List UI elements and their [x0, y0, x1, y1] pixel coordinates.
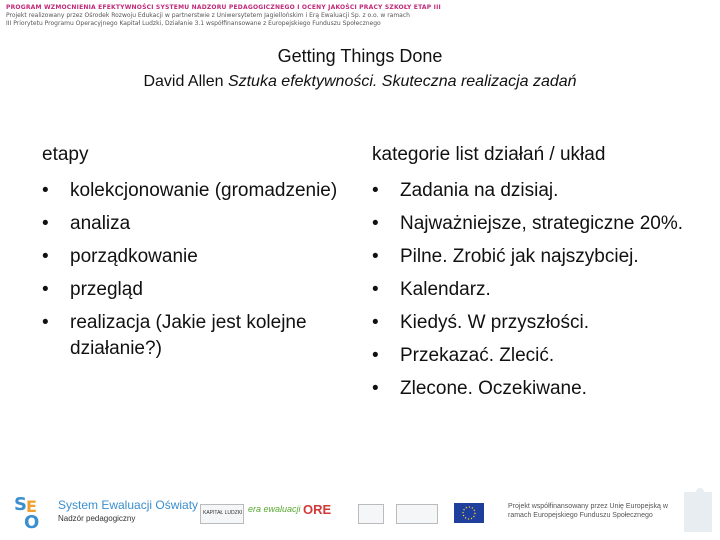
svg-text:E: E	[26, 497, 37, 516]
category-item: • Przekazać. Zlecić.	[372, 343, 702, 369]
category-item: • Najważniejsze, strategiczne 20%.	[372, 211, 702, 237]
stage-item: • realizacja (Jakie jest kolejne działanie?)	[42, 310, 352, 362]
categories-column	[372, 142, 702, 409]
subtitle-book: Sztuka efektywności. Skuteczna realizacja zadań	[227, 73, 577, 90]
svg-text:O: O	[24, 512, 40, 532]
svg-text:S: S	[14, 494, 27, 515]
category-item: • Pilne. Zrobić jak najszybciej.	[372, 244, 702, 270]
footer-logos	[0, 482, 720, 540]
stage-item: • porządkowanie	[42, 244, 352, 270]
stage-item: • analiza	[42, 211, 352, 237]
categories-list	[372, 178, 702, 402]
subtitle-author: David Allen	[143, 73, 228, 90]
slide-subtitle	[0, 73, 720, 91]
stages-column	[42, 142, 352, 369]
category-item: • Kiedyś. W przyszłości.	[372, 310, 702, 336]
category-item: • Kalendarz.	[372, 277, 702, 303]
ore-logo: ORE	[303, 502, 332, 517]
slide-title: Getting Things Done	[277, 46, 443, 66]
era-ewaluacji-logo: era ewaluacji	[248, 504, 301, 514]
university-logo	[396, 504, 438, 524]
header-project-line: Projekt realizowany przez Ośrodek Rozwoju Edukacji w partnerstwie z Uniwersytetem Jagiellońskim i Erą Ewaluacji Sp. z o.o. w ramach	[6, 12, 410, 19]
header-banner	[6, 4, 706, 28]
stages-heading: etapy	[42, 144, 89, 165]
eu-cofunding-note: Projekt współfinansowany przez Unię Europejską w ramach Europejskiego Funduszu Społecznego	[508, 503, 668, 519]
stage-item: • przegląd	[42, 277, 352, 303]
puzzle-decoration-icon	[676, 486, 716, 536]
category-item: • Zadania na dzisiaj.	[372, 178, 702, 204]
ministry-logo	[358, 504, 384, 524]
seo-logo-icon	[14, 488, 50, 532]
kapital-ludzki-logo: KAPITAŁ LUDZKI	[200, 504, 244, 524]
categories-heading: kategorie list działań / układ	[372, 144, 606, 165]
seo-name: System Ewaluacji Oświaty	[58, 498, 199, 512]
category-item: • Zlecone. Oczekiwane.	[372, 376, 702, 402]
eu-flag-icon	[454, 503, 484, 523]
seo-subtitle: Nadzór pedagogiczny	[58, 514, 136, 523]
header-program-line: PROGRAM WZMOCNIENIA EFEKTYWNOŚCI SYSTEMU NADZORU PEDAGOGICZNEGO I OCENY JAKOŚCI PRACY SZKOŁY ETAP III	[6, 4, 441, 11]
stages-list	[42, 178, 352, 362]
stage-item: • kolekcjonowanie (gromadzenie)	[42, 178, 352, 204]
header-priority-line: III Priorytetu Programu Operacyjnego Kapitał Ludzki, Działanie 3.1 współfinansowane z Europejskiego Funduszu Społecznego	[6, 20, 381, 27]
